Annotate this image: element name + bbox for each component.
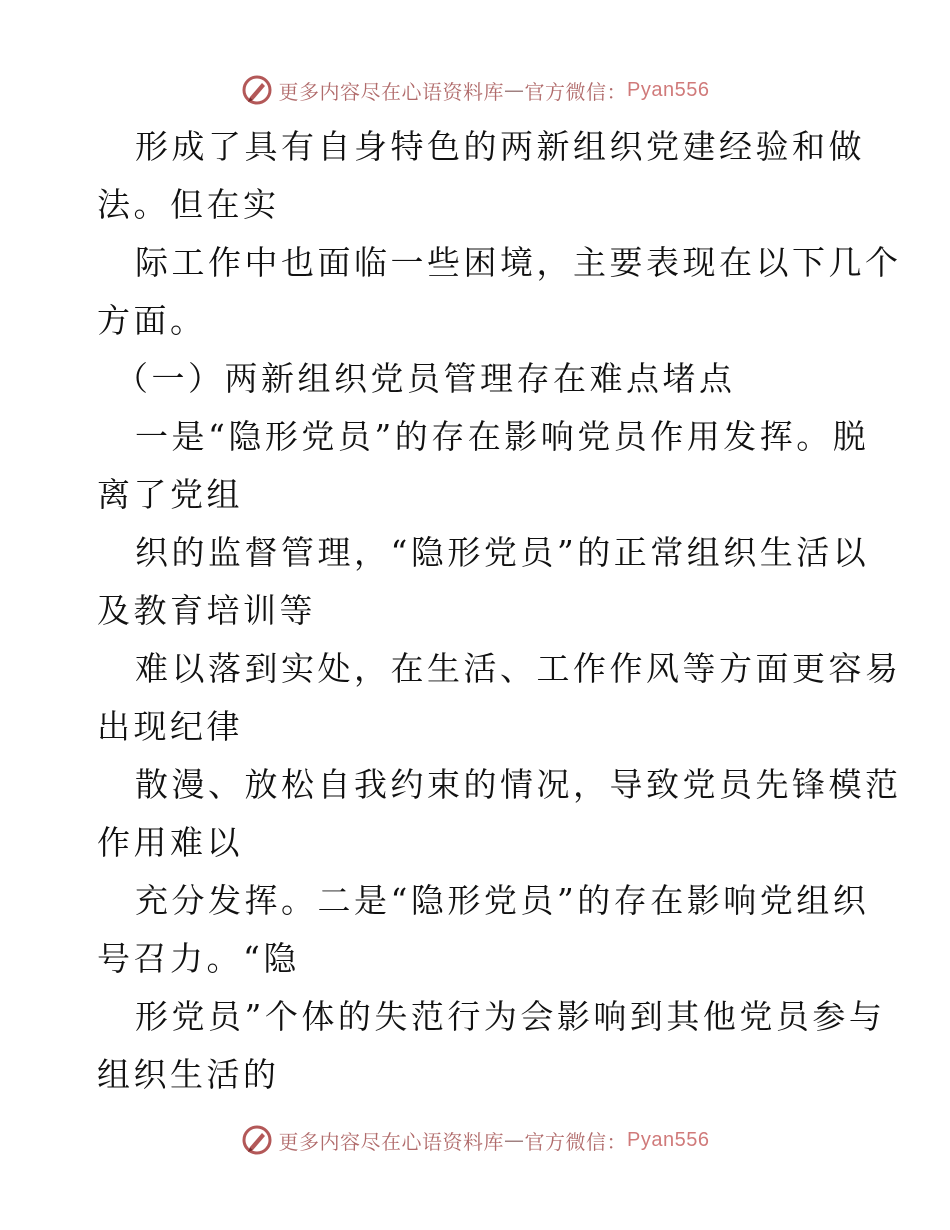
- banner-wechat-id: Pyan556: [627, 1128, 710, 1151]
- text-line: 一是“隐形党员”的存在影响党员作用发挥。脱: [135, 417, 870, 456]
- section-heading: （一）两新组织党员管理存在难点堵点: [115, 359, 736, 398]
- banner-text: 更多内容尽在心语资料库: [278, 79, 505, 104]
- text-line: 形党员”个体的失范行为会影响到其他党员参与: [135, 997, 886, 1036]
- banner-wechat-id: Pyan556: [627, 78, 710, 101]
- text-line: 及教育培训等: [97, 591, 316, 630]
- banner-separator: —: [504, 78, 525, 102]
- banner-label: 官方微信：: [524, 79, 628, 104]
- text-line: 难以落到实处，在生活、工作作风等方面更容易: [135, 649, 902, 688]
- text-line: 出现纪律: [97, 707, 243, 746]
- text-line: 充分发挥。二是“隐形党员”的存在影响党组织: [135, 881, 870, 920]
- text-line: 号召力。“隐: [97, 939, 300, 978]
- footer-banner: [0, 1120, 950, 1160]
- text-line: 组织生活的: [97, 1055, 280, 1094]
- text-line: 离了党组: [97, 475, 243, 514]
- text-line: 织的监督管理，“隐形党员”的正常组织生活以: [135, 533, 870, 572]
- banner-text: 更多内容尽在心语资料库: [278, 1129, 505, 1154]
- document-body: [0, 118, 950, 1104]
- banner-label: 官方微信：: [524, 1129, 628, 1154]
- pen-circle-icon: [241, 1124, 273, 1156]
- banner-separator: —: [504, 1128, 525, 1152]
- text-line: 散漫、放松自我约束的情况，导致党员先锋模范: [135, 765, 902, 804]
- text-line: 方面。: [97, 301, 207, 340]
- text-line: 法。但在实: [97, 185, 280, 224]
- text-line: 际工作中也面临一些困境，主要表现在以下几个: [135, 243, 902, 282]
- header-banner: [0, 70, 950, 110]
- text-line: 作用难以: [97, 823, 243, 862]
- text-line: 形成了具有自身特色的两新组织党建经验和做: [135, 127, 865, 166]
- pen-circle-icon: [241, 74, 273, 106]
